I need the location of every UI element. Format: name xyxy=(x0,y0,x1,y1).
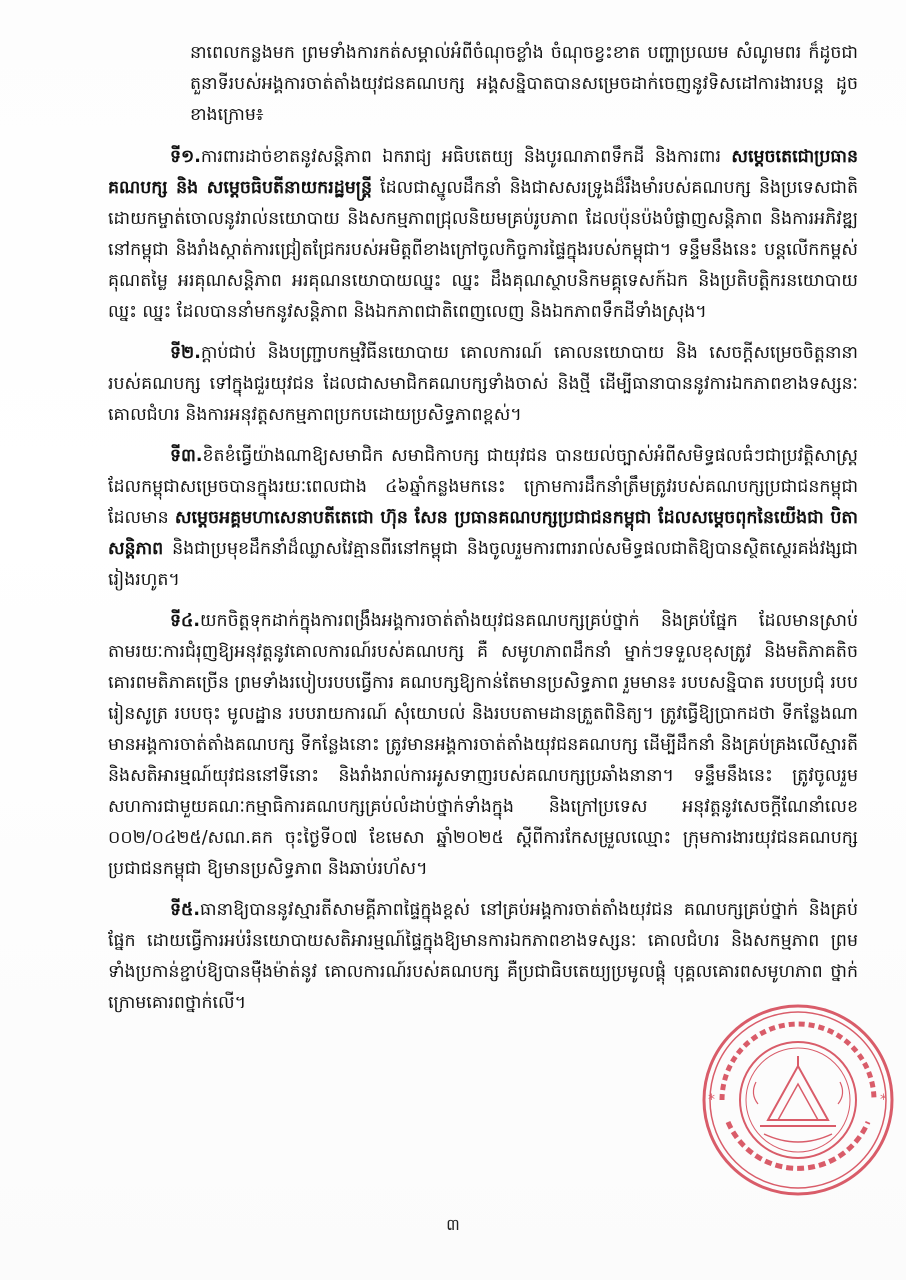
article-emphasis: សម្តេចអគ្គមហាសេនាបតីតេជោ ហ៊ុន សែន ប្រធានគណបក្សប្រជាជនកម្ពុជា ដែលសម្តេចពុកនៃយើងជា បិតាសន្តិភាព xyxy=(108,508,858,559)
article-number: ទី២. xyxy=(170,343,201,363)
article-number: ទី៥. xyxy=(170,900,200,920)
svg-text:*: * xyxy=(708,1092,715,1108)
page-number: ៣ xyxy=(446,1215,460,1234)
document-body xyxy=(108,38,858,1029)
article-number: ទី៣. xyxy=(170,446,203,466)
intro-paragraph: នាពេលកន្លងមក ព្រមទាំងការកត់សម្គាល់អំពីចំណុចខ្លាំង ចំណុចខ្វះខាត បញ្ហាប្រឈម សំណូមពរ ក៏ដូចជាតួនាទីរបស់អង្គការចាត់តាំងយុវជនគណបក្ស អង្គសន្និបាតបានសម្រេចដាក់ចេញនូវទិសដៅការងារបន្ត ដូចខាងក្រោម៖ xyxy=(190,43,858,125)
article-number: ទី៤. xyxy=(170,611,200,631)
article-text: ការពារដាច់ខាតនូវសន្តិភាព ឯករាជ្យ អធិបតេយ្យ និងបូរណភាពទឹកដី និងការពារ xyxy=(200,147,732,167)
article-4 xyxy=(108,606,858,885)
article-emphasis: សម្តេចតេជោប្រធានគណបក្ស និង សម្តេចធិបតីនាយករដ្ឋមន្ត្រី xyxy=(108,147,858,198)
svg-text:*: * xyxy=(880,1092,887,1108)
article-number: ទី១. xyxy=(170,147,201,167)
article-text: យកចិត្តទុកដាក់ក្នុងការពង្រឹងអង្គការចាត់តាំងយុវជនគណបក្សគ្រប់ថ្នាក់ និងគ្រប់ផ្នែក ដែលមានស្រាប់ តាមរយៈការជំរុញឱ្យអនុវត្តនូវគោលការណ៍របស់គណបក្ស គឺ សមូហភាពដឹកនាំ ម្នាក់ៗទទួលខុសត្រូវ និងមតិភាគតិច គោរពមតិភាគច្រើន ព្រមទាំងរបៀបរបបធ្វើការ គណបក្សឱ្យកាន់តែមានប្រសិទ្ធភាព រួមមាន៖ របបសន្និបាត របបប្រជុំ របបរៀនសូត្រ របបចុះ មូលដ្ឋាន របបរាយការណ៍ សុំយោបល់ និងរបបតាមដានត្រួតពិនិត្យ។ ត្រូវធ្វើឱ្យប្រាកដថា ទីកន្លែងណាមានអង្គការចាត់តាំងគណបក្ស ទីកន្លែងនោះ ត្រូវមានអង្គការចាត់តាំងយុវជនគណបក្ស ដើម្បីដឹកនាំ និងគ្រប់គ្រងលើស្មារតី និងសតិអារម្មណ៍យុវជននៅទីនោះ និងរាំងរាល់ការអូសទាញរបស់គណបក្សប្រឆាំងនានា។ ទន្ទឹមនឹងនេះ ត្រូវចូលរួមសហការជាមួយគណៈកម្មាធិការគណបក្សគ្រប់លំដាប់ថ្នាក់ទាំងក្នុង និងក្រៅប្រទេស អនុវត្តនូវសេចក្តីណែនាំលេខ ០០២/០៤២៥/សណ.គក ចុះថ្ងៃទី០៧ ខែមេសា ឆ្នាំ២០២៥ ស្តីពីការកែសម្រួលឈ្មោះ ក្រុមការងារយុវជនគណបក្សប្រជាជនកម្ពុជា ឱ្យមានប្រសិទ្ធភាព និងឆាប់រហ័ស។ xyxy=(108,611,858,879)
article-text: ក្តាប់ជាប់ និងបញ្ជ្រាបកម្មវិធីនយោបាយ គោលការណ៍ គោលនយោបាយ និង សេចក្តីសម្រេចចិត្តនានារបស់គណបក្ស ទៅក្នុងជួរយុវជន ដែលជាសមាជិកគណបក្សទាំងចាស់ និងថ្មី ដើម្បីធានាបាននូវការឯកភាពខាងទស្សនៈ គោលជំហរ និងការអនុវត្តសកម្មភាពប្រកបដោយប្រសិទ្ធភាពខ្ពស់។ xyxy=(108,343,858,425)
article-text: ខិតខំធ្វើយ៉ាងណាឱ្យសមាជិក សមាជិកាបក្ស ជាយុវជន បានយល់ច្បាស់អំពីសមិទ្ធផលធំៗជាប្រវត្តិសាស្ត្រ ដែលកម្ពុជាសម្រេចបានក្នុងរយៈពេលជាង ៤៦ឆ្នាំកន្លងមកនេះ ក្រោមការដឹកនាំត្រឹមត្រូវរបស់គណបក្សប្រជាជនកម្ពុជា ដែលមាន xyxy=(108,446,858,528)
article-text: ធានាឱ្យបាននូវស្មារតីសាមគ្គីភាពផ្ទៃក្នុងខ្ពស់ នៅគ្រប់អង្គការចាត់តាំងយុវជន គណបក្សគ្រប់ថ្នាក់ និងគ្រប់ផ្នែក ដោយធ្វើការអប់រំនយោបាយសតិអារម្មណ៍ផ្ទៃក្នុងឱ្យមានការឯកភាពខាងទស្សនៈ គោលជំហរ និងសកម្មភាព ព្រមទាំងប្រកាន់ខ្ជាប់ឱ្យបានម៉ឺងម៉ាត់នូវ គោលការណ៍របស់គណបក្ស គឺប្រជាធិបតេយ្យប្រមូលផ្តុំ បុគ្គលគោរពសមូហភាព ថ្នាក់ក្រោមគោរពថ្នាក់លើ។ xyxy=(108,900,858,1013)
article-1 xyxy=(108,142,858,328)
article-text: និងជាប្រមុខដឹកនាំដ៏ឈ្លាសវៃគ្មានពីរនៅកម្ពុជា និងចូលរួមការពាររាល់សមិទ្ធផលជាតិឱ្យបានស្ថិតស្ថេរគង់វង្សជារៀងរហូត។ xyxy=(108,539,858,590)
official-seal-stamp xyxy=(698,1000,898,1200)
article-text: ដែលជាស្នូលដឹកនាំ និងជាសសរទ្រូងដ៏រឹងមាំរបស់គណបក្ស និងប្រទេសជាតិ ដោយកម្ចាត់ចោលនូវរាល់នយោបាយ និងសកម្មភាពជ្រុលនិយមគ្រប់រូបភាព ដែលប៉ុនប៉ងបំផ្លាញសន្តិភាព និងការអភិវឌ្ឍនៅកម្ពុជា និងរាំងស្កាត់ការជ្រៀតជ្រែករបស់អមិត្តពីខាងក្រៅចូលកិច្ចការផ្ទៃក្នុងរបស់កម្ពុជា។ ទន្ទឹមនឹងនេះ បន្តលើកកម្ពស់គុណតម្លៃ អរគុណសន្តិភាព អរគុណនយោបាយឈ្នះ ឈ្នះ ដឹងគុណស្ថាបនិកមគ្គុទេសក៍ឯក និងប្រតិបត្តិករនយោបាយឈ្នះ ឈ្នះ ដែលបាននាំមកនូវសន្តិភាព និងឯកភាពជាតិពេញលេញ និងឯកភាពទឹកដីទាំងស្រុង។ xyxy=(108,178,858,322)
article-3 xyxy=(108,441,858,596)
article-2 xyxy=(108,338,858,431)
